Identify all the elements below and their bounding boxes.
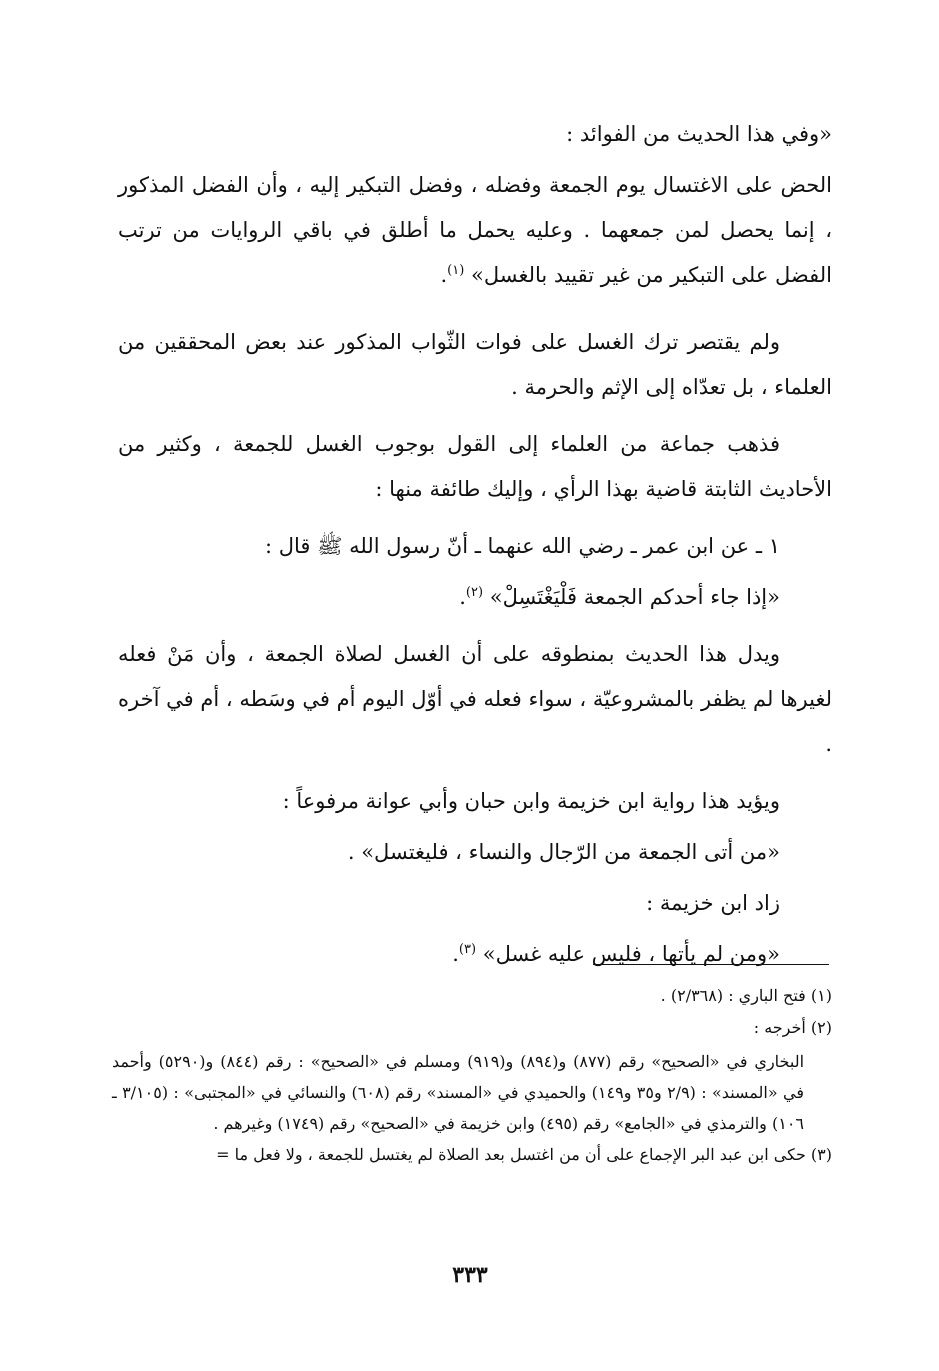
hadith-3-quote bbox=[118, 932, 832, 977]
hadith-1-intro bbox=[118, 524, 832, 569]
paragraph-addition-text: زاد ابن خزيمة : bbox=[646, 891, 780, 915]
paragraph-benefits-end: . bbox=[440, 263, 448, 287]
paragraph-meaning-text: ويدل هذا الحديث بمنطوقه على أن الغسل لصلاة الجمعة ، وأن مَنْ فعله لغيرها لم يظفر بالمشروعيّة ، سواء فعله في أوّل اليوم أم في وسَطه ، أم في آخره . bbox=[118, 642, 832, 756]
hadith-1-quote-end: . bbox=[459, 585, 466, 609]
main-text bbox=[118, 112, 832, 989]
paragraph-support-text: ويؤيد هذا رواية ابن خزيمة وابن حبان وأبي عوانة مرفوعاً : bbox=[282, 789, 780, 813]
hadith-1-intro-text: ١ ـ عن ابن عمر ـ رضي الله عنهما ـ أنّ رسول الله ﷺ قال : bbox=[265, 534, 780, 558]
hadith-3-quote-text: «ومن لم يأتها ، فليس عليه غسل» bbox=[482, 942, 780, 966]
page-number: ٣٣٣ bbox=[452, 1262, 488, 1288]
footnotes bbox=[112, 980, 832, 1171]
footnote-3: (٣) حكى ابن عبد البر الإجماع على أن من اغتسل بعد الصلاة لم يغتسل للجمعة ، ولا فعل ما = bbox=[216, 1145, 832, 1164]
paragraph-support bbox=[118, 779, 832, 824]
section-heading bbox=[118, 112, 832, 157]
paragraph-sin bbox=[118, 320, 832, 410]
paragraph-addition bbox=[118, 881, 832, 926]
footnote-divider bbox=[593, 964, 829, 965]
footnote-2-detail: البخاري في «الصحيح» رقم (٨٧٧) و(٨٩٤) و(٩١٩) ومسلم في «الصحيح» : رقم (٨٤٤) و(٥٢٩٠) وأحمد في «المسند» : (٢/٩ و٣٥ و١٤٩) والحميدي في «المسند» رقم (٦٠٨) والنسائي في «المجتبى» : (٣/١٠٥ ـ ١٠٦) والترمذي في «الجامع» رقم (٤٩٥) وابن خزيمة في «الصحيح» رقم (١٧٤٩) وغيرهم . bbox=[112, 1052, 805, 1133]
paragraph-obligation-text: فذهب جماعة من العلماء إلى القول بوجوب الغسل للجمعة ، وكثير من الأحاديث الثابتة قاضية بهذا الرأي ، وإليك طائفة منها : bbox=[118, 432, 832, 501]
footnote-ref-3[interactable]: (٣) bbox=[458, 942, 477, 957]
footnote-ref-2[interactable]: (٢) bbox=[465, 585, 484, 600]
hadith-3-quote-end: . bbox=[452, 942, 459, 966]
hadith-2-quote bbox=[118, 830, 832, 875]
paragraph-benefits-text: الحض على الاغتسال يوم الجمعة وفضله ، وفضل التبكير إليه ، وأن الفضل المذكور ، إنما يحصل لمن جمعهما . وعليه يحمل ما أطلق في باقي الروايات من ترتب الفضل على التبكير من غير تقييد بالغسل» bbox=[118, 173, 832, 287]
paragraph-sin-text: ولم يقتصر ترك الغسل على فوات الثّواب المذكور عند بعض المحققين من العلماء ، بل تعدّاه إلى الإثم والحرمة . bbox=[118, 330, 832, 399]
paragraph-benefits bbox=[118, 163, 832, 298]
footnote-ref-1[interactable]: (١) bbox=[447, 263, 465, 278]
paragraph-meaning bbox=[118, 632, 832, 767]
footnote-1: (١) فتح الباري : (٢/٣٦٨) . bbox=[660, 986, 832, 1005]
heading-text: «وفي هذا الحديث من الفوائد : bbox=[566, 122, 832, 146]
hadith-1-quote bbox=[118, 575, 832, 620]
footnote-2: (٢) أخرجه : bbox=[753, 1018, 832, 1037]
hadith-2-quote-text: «من أتى الجمعة من الرّجال والنساء ، فليغتسل» . bbox=[347, 840, 780, 864]
paragraph-obligation bbox=[118, 422, 832, 512]
hadith-1-quote-text: «إذا جاء أحدكم الجمعة فَلْيَغْتَسِلْ» bbox=[489, 585, 780, 609]
